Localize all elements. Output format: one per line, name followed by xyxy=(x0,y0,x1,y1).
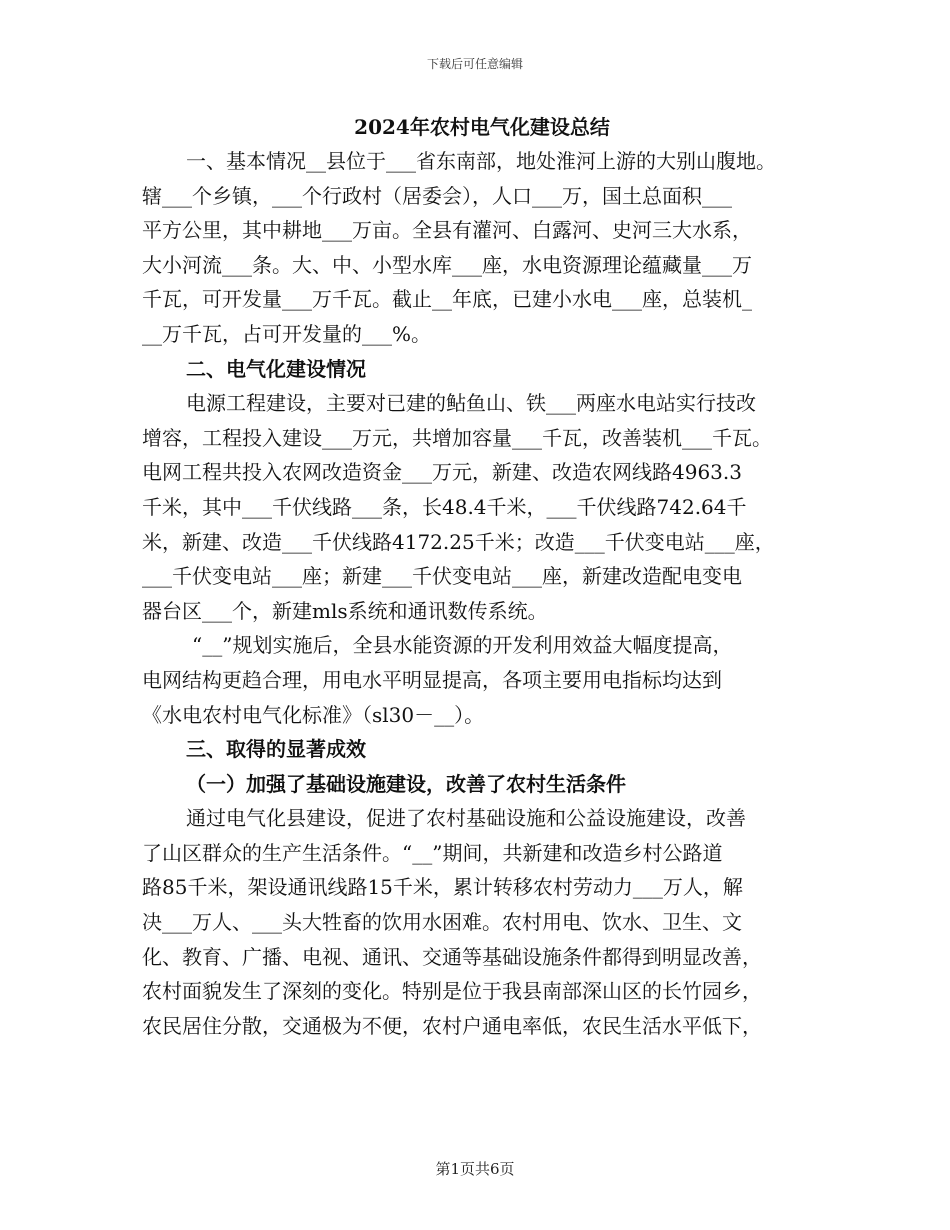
paragraph-line: 了山区群众的生产生活条件。“__”期间，共新建和改造乡村公路道 xyxy=(142,840,723,865)
section-heading: 三、取得的显著成效 xyxy=(186,737,366,762)
paragraph-line: 农民居住分散，交通极为不便，农村户通电率低，农民生活水平低下， xyxy=(142,1013,762,1038)
paragraph-line: 《水电农村电气化标准》（sl30－__）。 xyxy=(142,702,485,727)
paragraph-line: 千瓦，可开发量___万千瓦。截止__年底，已建小水电___座，总装机_ xyxy=(142,287,752,312)
paragraph-line: 器台区___个，新建mls系统和通讯数传系统。 xyxy=(142,598,548,623)
paragraph-line: 增容，工程投入建设___万元，共增加容量___千瓦，改善装机___千瓦。 xyxy=(142,425,772,450)
paragraph-line: 电网结构更趋合理，用电水平明显提高，各项主要用电指标均达到 xyxy=(142,667,722,692)
paragraph-line: __万千瓦，占可开发量的___%。 xyxy=(142,321,432,346)
paragraph-line: 大小河流___条。大、中、小型水库___座，水电资源理论蕴藏量___万 xyxy=(142,252,752,277)
paragraph-line: 辖___个乡镇，___个行政村（居委会），人口___万，国土总面积___ xyxy=(142,183,732,208)
paragraph-line: 农村面貌发生了深刻的变化。特别是位于我县南部深山区的长竹园乡， xyxy=(142,979,762,1004)
paragraph-line: 平方公里，其中耕地___万亩。全县有灌河、白露河、史河三大水系， xyxy=(142,218,752,243)
document-body xyxy=(142,110,822,1043)
paragraph-line: 路85千米，架设通讯线路15千米，累计转移农村劳动力___万人，解 xyxy=(142,875,743,900)
paragraph-line: 决___万人、___头大牲畜的饮用水困难。农村用电、饮水、卫生、文 xyxy=(142,910,742,935)
page-title: 2024年农村电气化建设总结 xyxy=(354,115,610,139)
paragraph-line: 电网工程共投入农网改造资金___万元，新建、改造农网线路4963.3 xyxy=(142,460,742,485)
paragraph-line: 化、教育、广播、电视、通讯、交通等基础设施条件都得到明显改善， xyxy=(142,944,762,969)
paragraph-line: ___千伏变电站___座；新建___千伏变电站___座，新建改造配电变电 xyxy=(142,564,742,589)
paragraph-line: “__”规划实施后，全县水能资源的开发利用效益大幅度提高， xyxy=(192,633,733,658)
paragraph-line: 米，新建、改造___千伏线路4172.25千米；改造___千伏变电站___座， xyxy=(142,529,775,554)
section-heading: 二、电气化建设情况 xyxy=(186,356,366,381)
paragraph-line: 通过电气化县建设，促进了农村基础设施和公益设施建设，改善 xyxy=(186,806,746,831)
header-note: 下载后可任意编辑 xyxy=(426,57,523,71)
paragraph-line: 一、基本情况__县位于___省东南部，地处淮河上游的大别山腹地。 xyxy=(186,149,776,173)
paragraph-line: 千米，其中___千伏线路___条，长48.4千米，___千伏线路742.64千 xyxy=(142,494,747,519)
paragraph-line: 电源工程建设，主要对已建的鲇鱼山、铁___两座水电站实行技改 xyxy=(186,391,756,416)
page-footer: 第1页共6页 xyxy=(435,1160,515,1178)
subsection-heading: （一）加强了基础设施建设，改善了农村生活条件 xyxy=(186,771,626,796)
